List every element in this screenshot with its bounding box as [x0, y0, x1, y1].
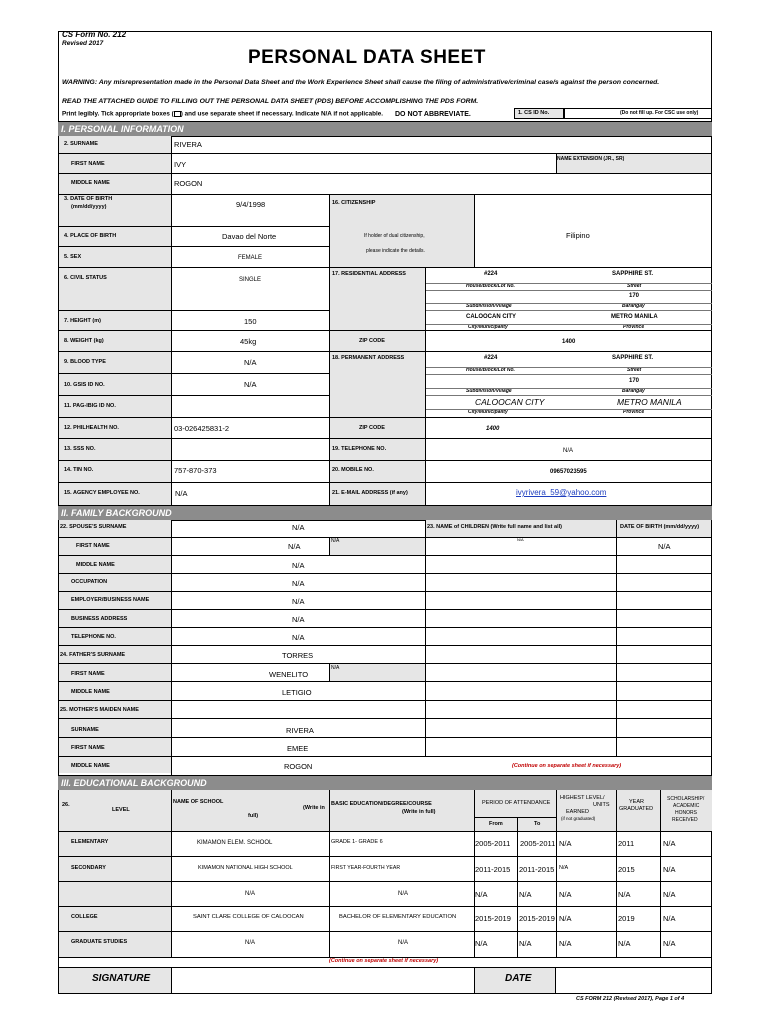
middlename-field[interactable]: ROGON	[174, 179, 203, 188]
family-continue-note: (Continue on separate sheet if necessary)	[512, 763, 622, 769]
edu-school-header-c: full)	[248, 813, 259, 819]
father-middle-field[interactable]: LETIGIO	[282, 688, 312, 697]
spouse-first-field[interactable]: N/A	[288, 542, 301, 551]
spouse-surname-field[interactable]: N/A	[292, 523, 305, 532]
section-education: III. EDUCATIONAL BACKGROUND	[58, 775, 712, 791]
edu-course-header: BASIC EDUCATION/DEGREE/COURSE	[331, 801, 432, 807]
caption: City/Municipality	[468, 409, 508, 415]
perm-street[interactable]: SAPPHIRE ST.	[612, 355, 654, 361]
occupation-label: OCCUPATION	[71, 579, 108, 585]
edu-units-header-d: (if not graduated)	[561, 816, 596, 821]
res-city[interactable]: CALOOCAN CITY	[466, 314, 516, 320]
print-note: Print legibly. Tick appropriate boxes ( ) and use separate sheet if necessary. Indicate N/A if not applicable.	[62, 110, 384, 118]
blood-field[interactable]: N/A	[244, 358, 257, 367]
family-label-column	[59, 520, 171, 773]
tin-field[interactable]: 757-870-373	[174, 466, 217, 475]
tel-label: 19. TELEPHONE NO.	[332, 446, 387, 452]
section-family: II. FAMILY BACKGROUND	[58, 505, 712, 521]
edu-school[interactable]: N/A	[245, 940, 256, 946]
dual-note-a: If holder of dual citizenship,	[364, 233, 425, 239]
edu-school[interactable]: KIMAMON NATIONAL HIGH SCHOOL	[198, 865, 293, 871]
edu-from[interactable]: 2011-2015	[475, 865, 511, 874]
father-middle-label: MIDDLE NAME	[71, 689, 110, 695]
edu-units[interactable]: N/A	[559, 939, 572, 948]
edu-course[interactable]: GRADE 1- GRADE 6	[331, 839, 383, 845]
edu-to[interactable]: N/A	[519, 939, 532, 948]
civil-field[interactable]: SINGLE	[239, 277, 262, 283]
edu-year-header: YEAR	[629, 799, 644, 805]
education-continue-note: (Continue on separate sheet if necessary)	[329, 958, 439, 964]
father-label: 24. FATHER'S SURNAME	[60, 652, 126, 658]
spouse-middle-field[interactable]: N/A	[292, 561, 305, 570]
caption: House/Block/Lot No.	[466, 283, 515, 289]
edu-year-header-b: GRADUATED	[619, 806, 654, 812]
edu-honor[interactable]: N/A	[663, 890, 676, 899]
mother-label: 25. MOTHER'S MAIDEN NAME	[60, 707, 139, 713]
gsis-field[interactable]: N/A	[244, 380, 257, 389]
children-label: 23. NAME of CHILDREN (Write full name and list all)	[427, 524, 562, 530]
father-first-label: FIRST NAME	[71, 671, 105, 677]
res-address-label: 17. RESIDENTIAL ADDRESS	[332, 271, 406, 277]
edu-attendance-header: PERIOD OF ATTENDANCE	[482, 800, 551, 806]
pagibig-label: 11. PAG-IBIG ID NO.	[64, 403, 116, 409]
edu-to-header: To	[534, 821, 541, 827]
occupation-field[interactable]: N/A	[292, 579, 305, 588]
edu-to[interactable]: N/A	[519, 890, 532, 899]
edu-school-header-b: (Write in	[303, 805, 325, 811]
sex-field[interactable]: FEMALE	[238, 255, 263, 261]
edu-scholarship-header-c: HONORS	[675, 810, 697, 816]
edu-level: ELEMENTARY	[71, 839, 109, 845]
child-name-field[interactable]: N/A	[517, 537, 524, 542]
employer-label: EMPLOYER/BUSINESS NAME	[71, 597, 150, 603]
education-header-area	[59, 790, 712, 831]
surname-field[interactable]: RIVERA	[174, 140, 202, 149]
business-tel-field[interactable]: N/A	[292, 633, 305, 642]
res-street[interactable]: SAPPHIRE ST.	[612, 271, 654, 277]
no-abbreviate: DO NOT ABBREVIATE.	[395, 111, 471, 118]
caption: Street	[627, 283, 642, 289]
page-number: CS FORM 212 (Revised 2017), Page 1 of 4	[576, 996, 685, 1002]
height-field[interactable]: 150	[244, 317, 257, 326]
edu-year[interactable]: N/A	[618, 939, 631, 948]
civil-label: 6. CIVIL STATUS	[64, 275, 107, 281]
signature-label: SIGNATURE	[92, 973, 151, 984]
dob-field[interactable]: 9/4/1998	[236, 200, 266, 209]
mother-first-label: FIRST NAME	[71, 745, 105, 751]
edu-school[interactable]: N/A	[245, 891, 256, 897]
perm-province[interactable]: METRO MANILA	[617, 397, 682, 407]
edu-scholarship-header: SCHOLARSHIP/	[667, 796, 705, 802]
edu-units[interactable]: N/A	[559, 890, 572, 899]
blood-label: 9. BLOOD TYPE	[64, 359, 106, 365]
edu-year[interactable]: N/A	[618, 890, 631, 899]
tin-label: 14. TIN NO.	[64, 467, 94, 473]
res-province[interactable]: METRO MANILA	[611, 314, 658, 320]
pob-label: 4. PLACE OF BIRTH	[64, 233, 117, 239]
business-tel-label: TELEPHONE NO.	[71, 634, 116, 640]
edu-course[interactable]: N/A	[398, 891, 409, 897]
edu-course[interactable]: FIRST YEAR-FOURTH YEAR	[331, 865, 401, 871]
child-dob-field[interactable]: N/A	[658, 542, 671, 551]
date-field[interactable]	[557, 968, 711, 993]
gsis-label: 10. GSIS ID NO.	[64, 382, 105, 388]
edu-honor[interactable]: N/A	[663, 939, 676, 948]
surname-label: 2. SURNAME	[64, 141, 98, 147]
read-guide-text: READ THE ATTACHED GUIDE TO FILLING OUT THE PERSONAL DATA SHEET (PDS) BEFORE ACCOMPLISHING THE PDS FORM.	[62, 98, 479, 105]
edu-scholarship-header-b: ACADEMIC	[673, 803, 700, 809]
mother-middle-label: MIDDLE NAME	[71, 763, 110, 769]
edu-to[interactable]: 2011-2015	[519, 865, 555, 874]
spouse-first-label: FIRST NAME	[76, 543, 110, 549]
edu-honor[interactable]: N/A	[663, 865, 676, 874]
date-label: DATE	[505, 973, 532, 984]
perm-zip[interactable]: 1400	[486, 426, 500, 432]
spouse-label: 22. SPOUSE'S SURNAME	[60, 524, 127, 530]
edu-year[interactable]: 2011	[618, 839, 635, 848]
tel-field[interactable]: N/A	[563, 448, 574, 454]
edu-scholarship-header-d: RECEIVED	[672, 817, 698, 823]
sss-label: 13. SSS NO.	[64, 446, 96, 452]
mobile-field[interactable]: 09657023595	[550, 469, 587, 475]
father-ext-area	[329, 663, 425, 681]
weight-label: 8. WEIGHT (kg)	[64, 338, 104, 344]
caption: Subdivision/Village	[466, 303, 512, 309]
edu-year[interactable]: 2015	[618, 865, 635, 874]
edu-no-label: 26.	[62, 802, 70, 808]
caption: Subdivision/Village	[466, 388, 512, 394]
middle-label: MIDDLE NAME	[71, 180, 110, 186]
business-address-field[interactable]: N/A	[292, 615, 305, 624]
warning-text: WARNING: Any misrepresentation made in the Personal Data Sheet and the Work Experience Sheet shall cause the filing of administrative/criminal case/s against the person concerned.	[62, 79, 660, 86]
edu-course[interactable]: N/A	[398, 940, 409, 946]
res-zip[interactable]: 1400	[562, 339, 576, 345]
edu-level: COLLEGE	[71, 914, 98, 920]
edu-to[interactable]: 2015-2019	[519, 914, 555, 923]
perm-address-label: 18. PERMANENT ADDRESS	[332, 355, 405, 361]
perm-house[interactable]: #224	[484, 355, 498, 361]
mobile-label: 20. MOBILE NO.	[332, 467, 374, 473]
business-address-label: BUSINESS ADDRESS	[71, 616, 128, 622]
mother-surname-field[interactable]: RIVERA	[286, 726, 314, 735]
signature-field[interactable]	[171, 968, 474, 993]
caption: Street	[627, 367, 642, 373]
caption: Barangay	[622, 388, 645, 394]
edu-units-header: HIGHEST LEVEL/	[560, 795, 605, 801]
edu-year[interactable]: 2019	[618, 914, 635, 923]
edu-units[interactable]: N/A	[559, 839, 572, 848]
firstname-field[interactable]: IVY	[174, 160, 187, 169]
csid-label: 1. CS ID No.	[518, 110, 550, 116]
form-number: CS Form No. 212	[62, 30, 127, 39]
edu-units[interactable]: N/A	[559, 865, 569, 871]
edu-school[interactable]: SAINT CLARE COLLEGE OF CALOOCAN	[193, 914, 304, 920]
edu-units-header-c: EARNED	[566, 809, 589, 815]
perm-city[interactable]: CALOOCAN CITY	[475, 397, 545, 407]
email-link[interactable]: ivyrivera_59@yahoo.com	[516, 488, 607, 497]
edu-from[interactable]: N/A	[475, 939, 488, 948]
perm-barangay[interactable]: 170	[629, 378, 640, 384]
children-dob-label: DATE OF BIRTH (mm/dd/yyyy)	[620, 524, 700, 530]
dob-format-label: (mm/dd/yyyy)	[71, 204, 107, 210]
caption: Province	[623, 409, 645, 415]
edu-units-header-b: UNITS	[593, 802, 610, 808]
res-zip-label: ZIP CODE	[359, 338, 385, 344]
spouse-middle-label: MIDDLE NAME	[76, 562, 115, 568]
email-label: 21. E-MAIL ADDRESS (if any)	[332, 490, 408, 496]
agency-label: 15. AGENCY EMPLOYEE NO.	[64, 490, 140, 496]
edu-honor[interactable]: N/A	[663, 914, 676, 923]
page-title: PERSONAL DATA SHEET	[248, 47, 486, 68]
revised-label: Revised 2017	[62, 40, 104, 47]
edu-level: SECONDARY	[71, 865, 106, 871]
edu-school[interactable]: KIMAMON ELEM. SCHOOL	[197, 840, 273, 846]
tick-box-icon	[174, 111, 181, 117]
edu-level: GRADUATE STUDIES	[71, 939, 128, 945]
dob-label: 3. DATE OF BIRTH	[64, 196, 113, 202]
citizenship-label: 16. CITIZENSHIP	[332, 200, 376, 206]
mother-middle-field[interactable]: ROGON	[284, 762, 313, 771]
res-house[interactable]: #224	[484, 271, 498, 277]
pob-field[interactable]: Davao del Norte	[222, 232, 277, 241]
father-ext-field[interactable]: N/A	[331, 665, 340, 671]
res-barangay[interactable]: 170	[629, 293, 640, 299]
agency-field[interactable]: N/A	[175, 489, 188, 498]
father-first-field[interactable]: WENELITO	[269, 670, 309, 679]
philhealth-field[interactable]: 03-026425831-2	[174, 424, 230, 433]
employer-field[interactable]: N/A	[292, 597, 305, 606]
edu-from-header: From	[489, 821, 503, 827]
weight-field[interactable]: 45kg	[240, 337, 257, 346]
name-ext-label: NAME EXTENSION (JR., SR)	[557, 156, 625, 162]
edu-school-header: NAME OF SCHOOL	[173, 799, 224, 805]
edu-honor[interactable]: N/A	[663, 839, 676, 848]
edu-units[interactable]: N/A	[559, 914, 572, 923]
edu-from[interactable]: 2005-2011	[475, 839, 511, 848]
spouse-ext-area	[329, 537, 425, 555]
philhealth-label: 12. PHILHEALTH NO.	[64, 425, 119, 431]
caption: Province	[623, 324, 645, 330]
mother-first-field[interactable]: EMEE	[287, 744, 309, 753]
mother-surname-label: SURNAME	[71, 727, 99, 733]
edu-level-header: LEVEL	[112, 807, 130, 813]
perm-zip-label: ZIP CODE	[359, 425, 385, 431]
father-surname-field[interactable]: TORRES	[282, 651, 314, 660]
caption: House/Block/Lot No.	[466, 367, 515, 373]
edu-course[interactable]: BACHELOR OF ELEMENTARY EDUCATION	[339, 914, 457, 920]
sex-label: 5. SEX	[64, 254, 82, 260]
firstname-label: FIRST NAME	[71, 161, 105, 167]
edu-from[interactable]: N/A	[475, 890, 488, 899]
section-personal: I. PERSONAL INFORMATION	[58, 121, 712, 137]
height-label: 7. HEIGHT (m)	[64, 318, 101, 324]
edu-from[interactable]: 2015-2019	[475, 914, 511, 923]
dual-note-b: please indicate the details.	[366, 248, 425, 254]
caption: Barangay	[622, 303, 645, 309]
spouse-ext-field[interactable]: N/A	[331, 538, 340, 544]
csc-note: (Do not fill up. For CSC use only)	[620, 110, 699, 116]
edu-course-header-b: (Write in full)	[402, 809, 436, 815]
caption: City/Municipality	[468, 324, 508, 330]
citizenship-field[interactable]: Filipino	[566, 231, 590, 240]
edu-to[interactable]: 2005-2011	[520, 839, 556, 848]
